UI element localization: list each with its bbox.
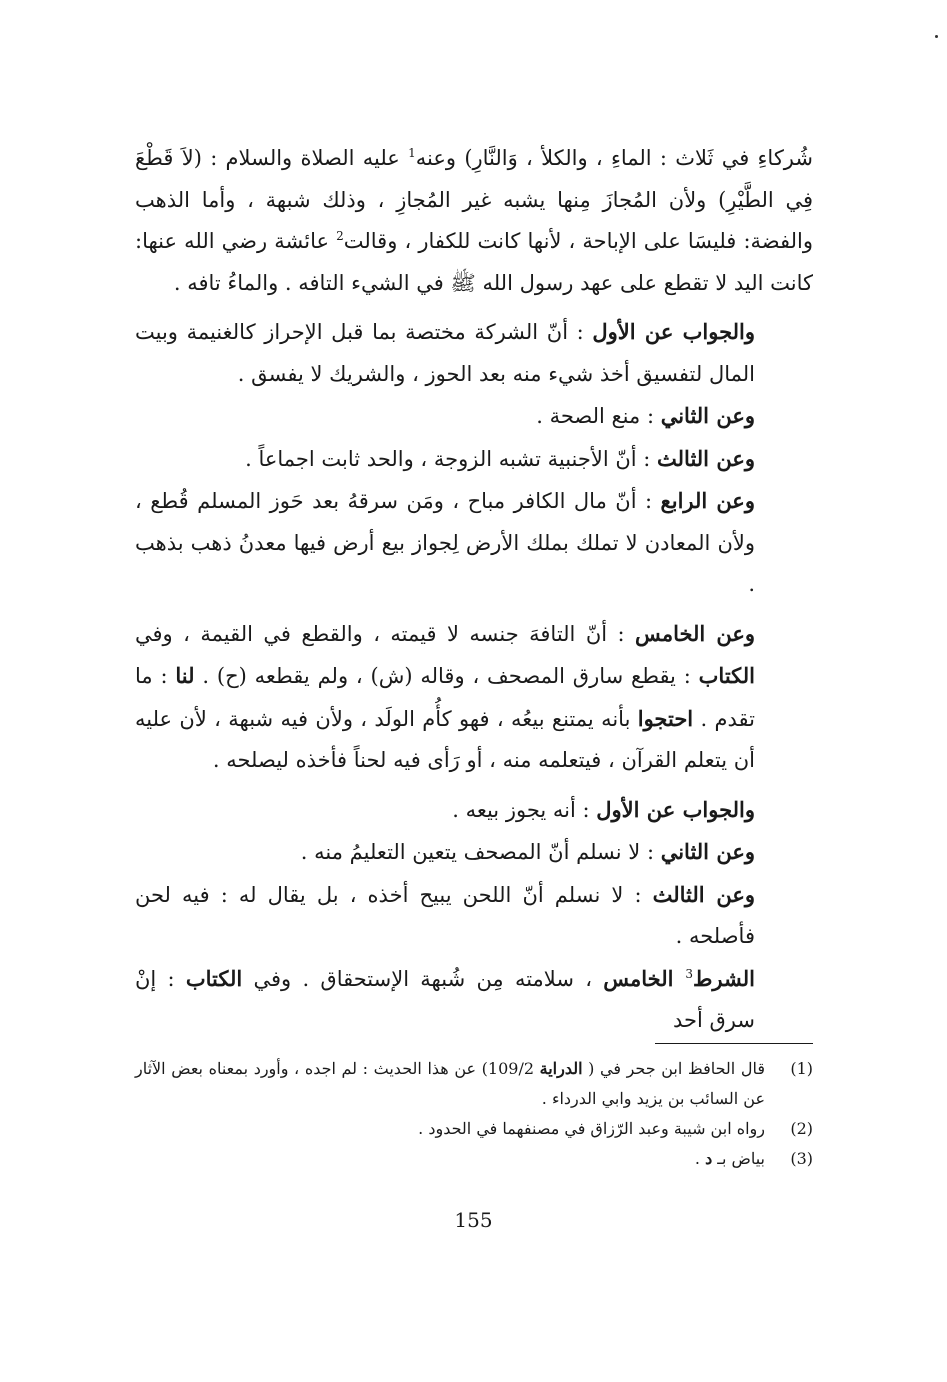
footnote-ref-2[interactable]: 2	[336, 229, 344, 243]
heading-lead: الخامس	[603, 965, 686, 991]
heading-lead: وعن الخامس	[635, 620, 755, 646]
paragraph-answer-second	[135, 395, 813, 438]
heading-lead: وعن الثالث	[657, 445, 755, 471]
paragraph-reply-second	[135, 831, 813, 874]
footnote-text	[135, 1054, 765, 1114]
heading-lead: الشرط	[693, 965, 755, 991]
text-run: : يقطع سارق المصحف ، وقاله (ش) ، ولم يقطعه (ح) .	[194, 664, 699, 688]
text-run: : ما تقدم .	[135, 664, 755, 731]
paragraph-fifth-condition	[135, 958, 813, 1042]
footnote-number: (1)	[790, 1059, 813, 1078]
footnote-number: (3)	[790, 1149, 813, 1168]
bold-term: الدراية	[539, 1059, 583, 1078]
text-run: ، سلامته مِن شُبهة الإستحقاق . وفي	[242, 966, 604, 991]
footnotes	[135, 1054, 813, 1174]
paragraph-reply-first	[135, 789, 813, 832]
footnote-1	[135, 1054, 813, 1114]
page-number: 155	[454, 1208, 493, 1232]
heading-lead: والجواب عن الأول	[592, 319, 755, 344]
text-run: : لا نسلم أنّ المصحف يتعين التعليمُ منه .	[300, 840, 661, 864]
text-run: قال الحافظ ابن جحر في (	[582, 1059, 765, 1078]
paragraph-reply-third	[135, 874, 813, 958]
text-run: : لا نسلم أنّ اللحن يبيح أخذه ، بل يقال له : فيه لحن فأصلحه .	[135, 882, 755, 948]
bold-term: لنا	[175, 663, 195, 688]
heading-lead: وعن الثاني	[660, 839, 755, 864]
text-run: عائشة رضي الله عنها: كانت اليد لا تقطع على عهد رسول الله ﷺ في الشيء التافه . والماءُ تافه .	[135, 229, 813, 295]
text-run: شُركاءِ في ثَلاث : الماءِ ، والكلأ ، وَالنَّارِ) وعنه	[415, 146, 813, 170]
text-run: 109/2) عن هذا الحديث : لم اجده ، وأورد بمعناه بعض الآثار عن السائب بن يزيد وابي الدرداء .	[135, 1059, 765, 1108]
text-run: بأنه يمتنع بيعُه ، فهو كأُم الولَد ، ولأن فيه شبهة ، لأن عليه أن يتعلم القرآن ، فيتعلمه منه ، أو رَأى فيه لحناً فأخذه ليصلحه .	[135, 706, 755, 772]
footnote-3	[135, 1144, 813, 1174]
paragraph-opening	[135, 138, 813, 304]
text-run: عليه الصلاة والسلام : (لاَ قَطْعَ فِي الطَّيْرِ) ولأن المُجازَ مِنها يشبه غير المُجازِ ، وذلك شبهة ، وأما الذهب والفضة: فليسَا على الإباحة ، لأنها كانت للكفار ، وقالت	[135, 146, 813, 253]
text-run: بياض بـ	[712, 1149, 765, 1168]
text-run: .	[694, 1149, 706, 1168]
bold-term: الكتاب	[698, 663, 755, 688]
paragraph-answer-fifth	[135, 613, 813, 782]
text-run: : منع الصحة .	[536, 404, 661, 428]
heading-lead: وعن الثالث	[652, 881, 755, 907]
text-run: : أنّ مال الكافر مباح ، ومَن سرقهُ بعد حَوز المسلم قُطع ، ولأن المعادن لا تملك بملك الأرض لِجواز بيع أرض فيها معدنُ ذهب بذهب .	[135, 489, 755, 596]
main-text	[135, 138, 813, 1042]
text-run: : أنّ الشركة مختصة بما قبل الإحراز كالغنيمة وبيت المال لتفسيق أخذ شيء منه بعد الحوز ، والشريك لا يفسق .	[135, 320, 755, 386]
footnote-ref-3[interactable]: 3	[685, 966, 694, 981]
bold-term: الكتاب	[185, 965, 243, 991]
scan-speck	[935, 35, 938, 38]
heading-lead: وعن الرابع	[660, 488, 755, 513]
footnote-ref-1[interactable]: 1	[408, 146, 416, 160]
footnote-2	[135, 1114, 813, 1144]
paragraph-answer-third	[135, 438, 813, 481]
heading-lead: والجواب عن الأول	[596, 796, 755, 822]
footnote-text: رواه ابن شيبة وعبد الرّزاق في مصنفهما في الحدود .	[418, 1119, 765, 1138]
footnote-text	[135, 1144, 765, 1174]
paragraph-answer-first	[135, 311, 813, 395]
text-run: : أنه يجوز بيعه .	[452, 797, 597, 822]
footnote-divider	[655, 1043, 813, 1044]
text-run: : إنْ سرق أحد	[135, 966, 755, 1032]
text-run: : أنّ التافهَ جنسه لا قيمته ، والقطع في القيمة ، وفي	[135, 621, 636, 646]
footnote-number: (2)	[790, 1119, 813, 1138]
heading-lead: وعن الثاني	[660, 403, 755, 428]
paragraph-answer-fourth	[135, 480, 813, 606]
text-run: : أنّ الأجنبية تشبه الزوجة ، والحد ثابت اجماعاً .	[245, 446, 658, 471]
bold-term: د	[705, 1149, 713, 1168]
bold-term: احتجوا	[637, 705, 694, 731]
